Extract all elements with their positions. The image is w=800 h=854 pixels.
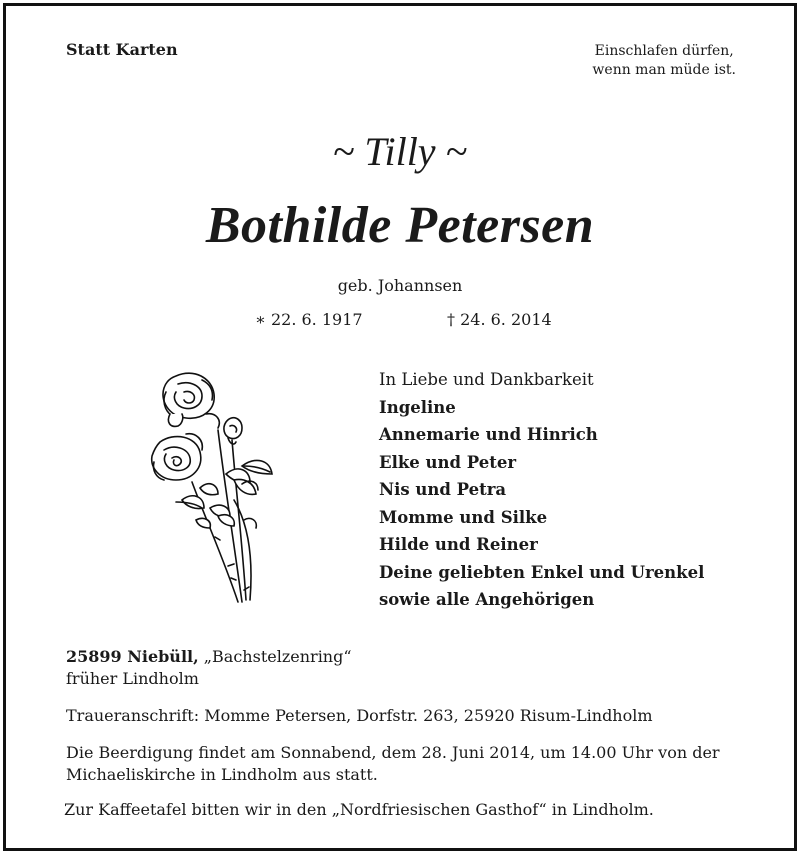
maiden-name: geb. Johannsen [337,276,463,295]
mourner-name: Deine geliebten Enkel und Urenkel [379,562,705,582]
motto-line-2: wenn man müde ist. [592,62,736,78]
former-residence: früher Lindholm [66,669,199,688]
funeral-info [66,742,720,786]
mourners-list [379,366,704,614]
mourner-name: Elke und Peter [379,452,517,472]
mourner-name: Annemarie und Hinrich [379,425,598,444]
condolence-address: Traueranschrift: Momme Petersen, Dorfstr. 263, 25920 Risum-Lindholm [66,706,653,725]
roses-illustration-icon [146,370,286,606]
birth-date: ∗ 22. 6. 1917 [255,310,363,329]
obituary-notice [3,3,797,851]
mourner-name: Ingeline [379,397,456,417]
mourner-name: Momme und Silke [379,507,548,527]
funeral-line-1: Die Beerdigung findet am Sonnabend, dem 28. Juni 2014, um 14.00 Uhr von der [66,743,720,762]
deceased-name: Bothilde Petersen [205,197,595,254]
funeral-line-2: Michaeliskirche in Lindholm aus statt. [66,765,378,784]
residence-city: 25899 Niebüll, [66,647,199,666]
residence-street: „Bachstelzenring“ [198,647,352,666]
residence-address [66,646,352,690]
mourners-intro: In Liebe und Dankbarkeit [379,370,594,389]
nickname: ~ Tilly ~ [332,129,468,174]
motto-line-1: Einschlafen dürfen, [594,43,734,59]
coffee-invitation: Zur Kaffeetafel bitten wir in den „Nordfriesischen Gasthof“ in Lindholm. [64,800,654,819]
statt-karten-label: Statt Karten [66,40,178,59]
motto [592,42,736,80]
mourner-name: Nis und Petra [379,480,507,499]
mourner-name: Hilde und Reiner [379,535,538,554]
death-date: † 24. 6. 2014 [447,310,552,329]
mourner-name: sowie alle Angehörigen [379,590,595,609]
